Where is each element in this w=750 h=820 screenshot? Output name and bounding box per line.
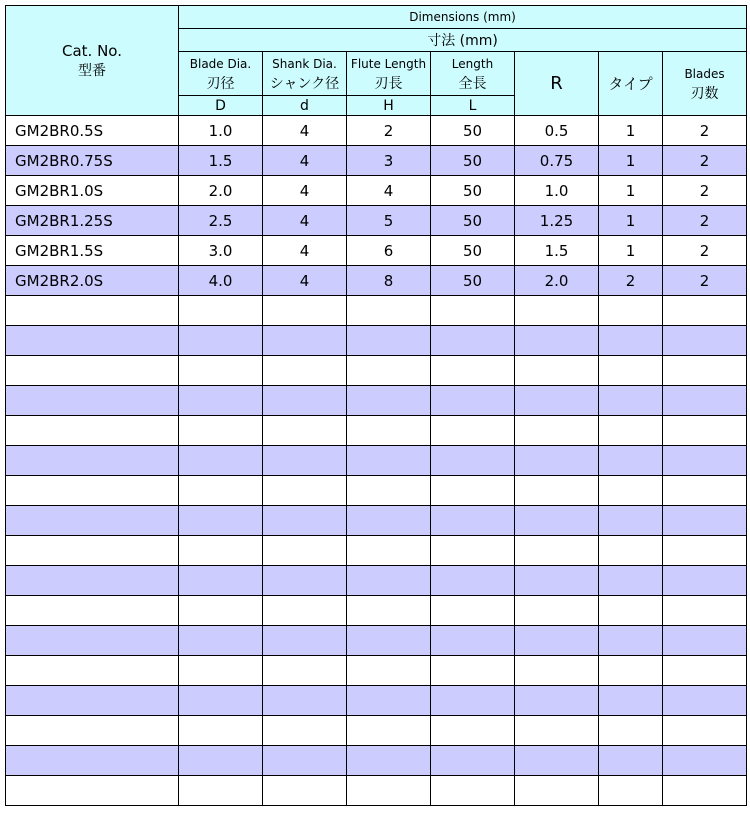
shank-dia-cell: 4 [263,176,347,206]
shank-dia-cell [263,656,347,686]
shank-dia-cell [263,746,347,776]
r-cell [515,656,599,686]
shank-dia-header [263,52,347,96]
blade-dia-cell [179,386,263,416]
blades-cell [663,776,747,806]
r-cell [515,626,599,656]
length-cell [431,326,515,356]
length-cell [431,386,515,416]
shank-dia-symbol: d [263,96,347,116]
type-cell [599,566,663,596]
shank-dia-cell [263,506,347,536]
blades-cell: 2 [663,176,747,206]
blade-dia-cell [179,536,263,566]
table-row [6,236,747,266]
cat-no-cell [6,596,179,626]
flute-length-cell: 6 [347,236,431,266]
length-cell [431,446,515,476]
table-row [6,506,747,536]
flute-length-cell [347,416,431,446]
shank-dia-cell [263,716,347,746]
table-row [6,146,747,176]
shank-dia-cell [263,356,347,386]
blade-dia-cell [179,716,263,746]
blades-cell [663,326,747,356]
type-cell [599,716,663,746]
length-cell [431,416,515,446]
r-header: R [515,52,599,116]
flute-length-cell: 4 [347,176,431,206]
type-cell [599,536,663,566]
table-body [6,116,747,806]
flute-length-cell [347,566,431,596]
blades-cell [663,416,747,446]
table-row [6,176,747,206]
flute-length-cell [347,296,431,326]
shank-dia-cell [263,626,347,656]
flute-length-cell [347,326,431,356]
table-row [6,626,747,656]
blades-cell [663,446,747,476]
blades-cell [663,716,747,746]
r-cell [515,776,599,806]
table-row [6,776,747,806]
r-cell [515,506,599,536]
type-cell: 1 [599,116,663,146]
blades-en: Blades [684,66,725,81]
blade-dia-header [179,52,263,96]
flute-length-jp: 刃長 [374,75,403,92]
length-cell: 50 [431,206,515,236]
cat-no-cell [6,716,179,746]
cat-no-cell [6,446,179,476]
shank-dia-en: Shank Dia. [272,56,337,71]
spec-table [5,5,747,806]
flute-length-cell [347,596,431,626]
length-cell: 50 [431,116,515,146]
blades-cell: 2 [663,236,747,266]
flute-length-cell [347,356,431,386]
type-header: タイプ [599,52,663,116]
type-cell [599,506,663,536]
cat-no-cell: GM2BR1.0S [6,176,179,206]
blade-dia-symbol: D [179,96,263,116]
blade-dia-cell [179,416,263,446]
cat-no-cell: GM2BR1.5S [6,236,179,266]
shank-dia-cell [263,416,347,446]
table-row [6,266,747,296]
blade-dia-cell [179,746,263,776]
shank-dia-cell: 4 [263,236,347,266]
cat-no-jp: 型番 [78,62,106,79]
flute-length-cell: 3 [347,146,431,176]
flute-length-cell [347,656,431,686]
length-cell [431,686,515,716]
blade-dia-cell: 4.0 [179,266,263,296]
cat-no-cell: GM2BR1.25S [6,206,179,236]
type-cell [599,626,663,656]
blades-cell: 2 [663,266,747,296]
cat-no-cell [6,386,179,416]
cat-no-cell: GM2BR0.5S [6,116,179,146]
flute-length-cell [347,386,431,416]
blades-cell [663,686,747,716]
cat-no-cell: GM2BR0.75S [6,146,179,176]
type-cell [599,746,663,776]
length-cell [431,716,515,746]
r-cell [515,716,599,746]
shank-dia-cell [263,566,347,596]
blade-dia-cell: 2.0 [179,176,263,206]
type-cell: 1 [599,236,663,266]
r-cell: 0.5 [515,116,599,146]
r-cell [515,356,599,386]
cat-no-header [6,6,179,116]
r-cell: 1.5 [515,236,599,266]
blade-dia-cell [179,326,263,356]
cat-no-cell [6,296,179,326]
cat-no-cell [6,626,179,656]
type-cell [599,356,663,386]
blade-dia-cell [179,596,263,626]
type-cell [599,296,663,326]
type-cell [599,686,663,716]
length-cell [431,506,515,536]
blade-dia-cell [179,296,263,326]
table-row [6,356,747,386]
r-cell: 0.75 [515,146,599,176]
table-row [6,416,747,446]
length-cell [431,656,515,686]
blade-dia-cell [179,506,263,536]
r-cell [515,326,599,356]
table-row [6,566,747,596]
shank-dia-cell: 4 [263,116,347,146]
length-cell [431,566,515,596]
shank-dia-cell: 4 [263,266,347,296]
type-cell [599,776,663,806]
length-cell [431,536,515,566]
r-cell: 1.0 [515,176,599,206]
type-cell: 1 [599,206,663,236]
length-jp: 全長 [458,75,487,92]
length-cell [431,596,515,626]
shank-dia-cell [263,536,347,566]
flute-length-cell [347,716,431,746]
dimensions-header: Dimensions (mm) [179,6,747,29]
flute-length-cell [347,506,431,536]
type-cell [599,656,663,686]
blades-cell [663,356,747,386]
table-row [6,536,747,566]
cat-no-cell [6,356,179,386]
table-row [6,656,747,686]
blade-dia-cell: 1.5 [179,146,263,176]
type-cell [599,386,663,416]
cat-no-cell [6,536,179,566]
cat-no-cell [6,746,179,776]
flute-length-cell [347,746,431,776]
r-cell [515,536,599,566]
blade-dia-cell [179,626,263,656]
r-cell [515,746,599,776]
flute-length-cell [347,686,431,716]
blades-cell [663,566,747,596]
flute-length-cell: 8 [347,266,431,296]
shank-dia-jp: シャンク径 [269,75,340,92]
shank-dia-cell [263,686,347,716]
table-row [6,716,747,746]
length-cell [431,296,515,326]
shank-dia-cell [263,296,347,326]
flute-length-cell [347,626,431,656]
flute-length-cell: 5 [347,206,431,236]
length-cell: 50 [431,266,515,296]
shank-dia-cell [263,446,347,476]
shank-dia-cell [263,776,347,806]
blades-cell [663,746,747,776]
type-cell: 1 [599,176,663,206]
length-cell [431,746,515,776]
length-cell [431,356,515,386]
r-cell [515,386,599,416]
flute-length-cell [347,476,431,506]
blade-dia-cell [179,476,263,506]
length-cell [431,776,515,806]
blades-cell [663,656,747,686]
r-cell [515,446,599,476]
flute-length-symbol: H [347,96,431,116]
blade-dia-en: Blade Dia. [189,56,252,71]
table-row [6,596,747,626]
blade-dia-cell [179,566,263,596]
table-row [6,476,747,506]
r-cell [515,416,599,446]
blades-cell: 2 [663,116,747,146]
r-cell [515,566,599,596]
shank-dia-cell [263,386,347,416]
type-cell [599,476,663,506]
blade-dia-cell [179,446,263,476]
blades-cell: 2 [663,206,747,236]
shank-dia-cell [263,596,347,626]
length-cell [431,626,515,656]
shank-dia-cell [263,476,347,506]
blade-dia-cell [179,356,263,386]
blade-dia-cell: 3.0 [179,236,263,266]
blades-jp: 刃数 [690,85,719,102]
blades-cell: 2 [663,146,747,176]
length-cell: 50 [431,236,515,266]
length-symbol: L [431,96,515,116]
cat-no-cell [6,416,179,446]
flute-length-header [347,52,431,96]
blades-cell [663,596,747,626]
length-en: Length [451,56,494,71]
table-row [6,746,747,776]
cat-no-cell [6,686,179,716]
blades-cell [663,626,747,656]
blades-header [663,52,747,116]
type-cell [599,416,663,446]
blade-dia-cell [179,656,263,686]
cat-no-cell: GM2BR2.0S [6,266,179,296]
cat-no-cell [6,476,179,506]
blade-dia-cell: 2.5 [179,206,263,236]
flute-length-cell [347,446,431,476]
flute-length-cell: 2 [347,116,431,146]
blade-dia-jp: 刃径 [206,75,235,92]
dimensions-jp-header: 寸法 (mm) [179,29,747,52]
cat-no-cell [6,776,179,806]
table-row [6,116,747,146]
table-row [6,296,747,326]
flute-length-en: Flute Length [350,56,427,71]
table-row [6,686,747,716]
cat-no-cell [6,326,179,356]
type-cell [599,446,663,476]
shank-dia-cell: 4 [263,206,347,236]
blade-dia-cell [179,686,263,716]
r-cell [515,296,599,326]
length-cell: 50 [431,146,515,176]
blades-cell [663,506,747,536]
table-row [6,446,747,476]
type-cell: 1 [599,146,663,176]
cat-no-cell [6,566,179,596]
blades-cell [663,386,747,416]
cat-no-en: Cat. No. [62,41,122,60]
type-cell: 2 [599,266,663,296]
r-cell: 1.25 [515,206,599,236]
r-cell [515,686,599,716]
type-cell [599,596,663,626]
blades-cell [663,296,747,326]
table-header [6,6,747,116]
r-cell [515,596,599,626]
blades-cell [663,536,747,566]
r-cell: 2.0 [515,266,599,296]
length-cell: 50 [431,176,515,206]
r-cell [515,476,599,506]
length-header [431,52,515,96]
shank-dia-cell [263,326,347,356]
flute-length-cell [347,536,431,566]
shank-dia-cell: 4 [263,146,347,176]
cat-no-cell [6,506,179,536]
type-cell [599,326,663,356]
blades-cell [663,476,747,506]
cat-no-cell [6,656,179,686]
table-row [6,326,747,356]
length-cell [431,476,515,506]
flute-length-cell [347,776,431,806]
blade-dia-cell [179,776,263,806]
table-row [6,206,747,236]
blade-dia-cell: 1.0 [179,116,263,146]
table-row [6,386,747,416]
